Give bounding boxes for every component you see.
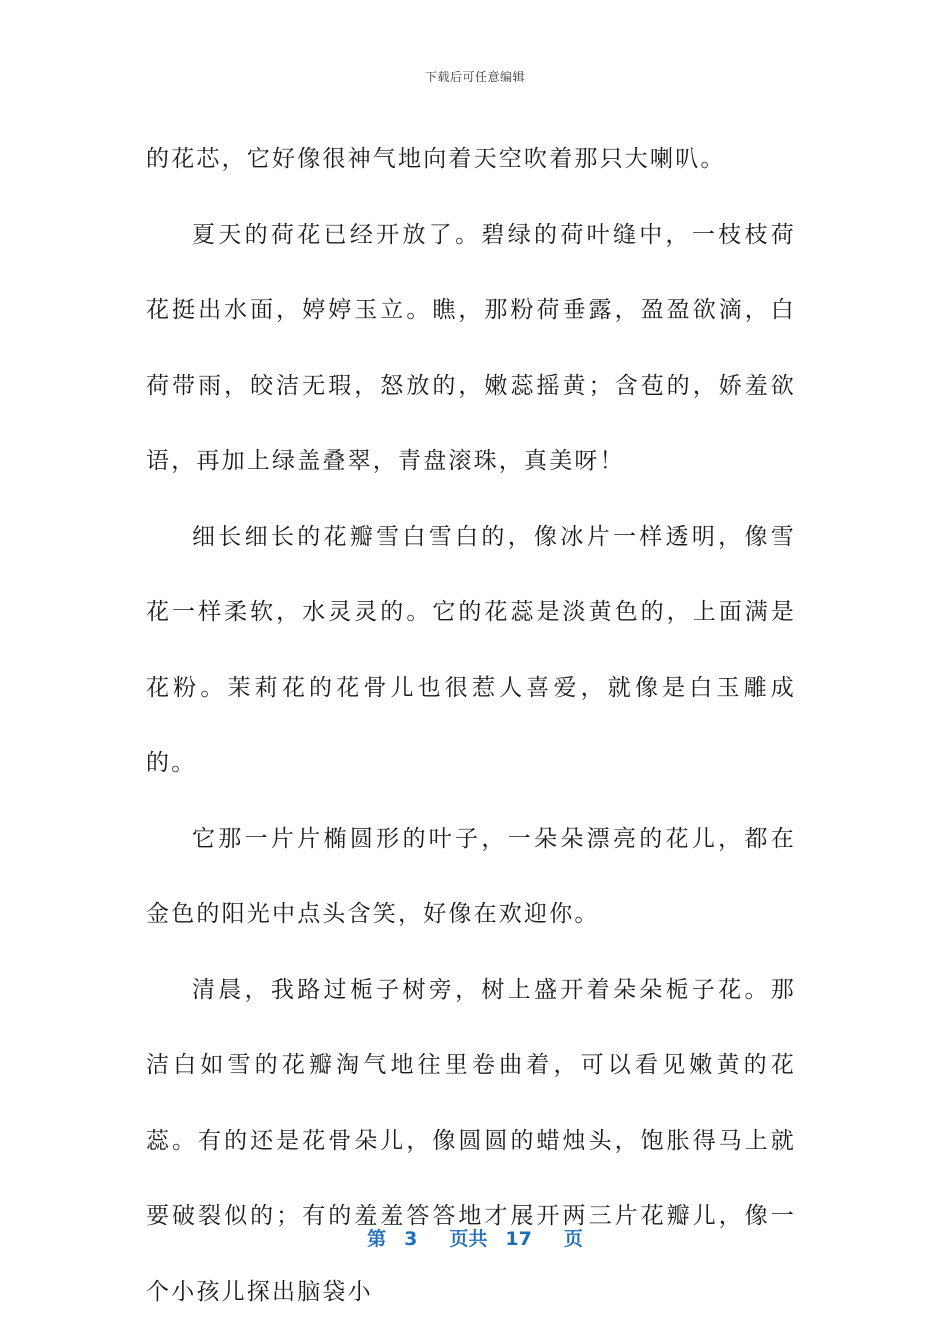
footer-suffix: 页 — [563, 1228, 583, 1250]
page-footer — [0, 1224, 950, 1251]
page-header: 下载后可任意编辑 — [424, 70, 525, 84]
paragraph-5: 清晨，我路过栀子树旁，树上盛开着朵朵栀子花。那洁白如雪的花瓣淘气地往里卷曲着，可以看见嫩黄的花蕊。有的还是花骨朵儿，像圆圆的蜡烛头，饱胀得马上就要破裂似的；有的羞羞答答地才展开两三片花瓣儿，像一个小孩儿探出脑袋小 — [146, 976, 796, 1305]
footer-page-number: 3 — [404, 1228, 418, 1250]
document-body — [146, 122, 796, 1330]
footer-middle: 页共 — [449, 1228, 488, 1250]
paragraph-3: 细长细长的花瓣雪白雪白的，像冰片一样透明，像雪花一样柔软，水灵灵的。它的花蕊是淡黄色的，上面满是花粉。茉莉花的花骨儿也很惹人喜爱，就像是白玉雕成的。 — [146, 523, 796, 776]
footer-total-pages: 17 — [505, 1228, 532, 1250]
paragraph-1: 的花芯，它好像很神气地向着天空吹着那只大喇叭。 — [146, 146, 726, 172]
footer-prefix: 第 — [367, 1228, 387, 1250]
paragraph-2: 夏天的荷花已经开放了。碧绿的荷叶缝中，一枝枝荷花挺出水面，婷婷玉立。瞧，那粉荷垂露，盈盈欲滴，白荷带雨，皎洁无瑕，怒放的，嫩蕊摇黄；含苞的，娇羞欲语，再加上绿盖叠翠，青盘滚珠，真美呀！ — [146, 221, 796, 474]
paragraph-4: 它那一片片椭圆形的叶子，一朵朵漂亮的花儿，都在金色的阳光中点头含笑，好像在欢迎你。 — [146, 825, 796, 927]
